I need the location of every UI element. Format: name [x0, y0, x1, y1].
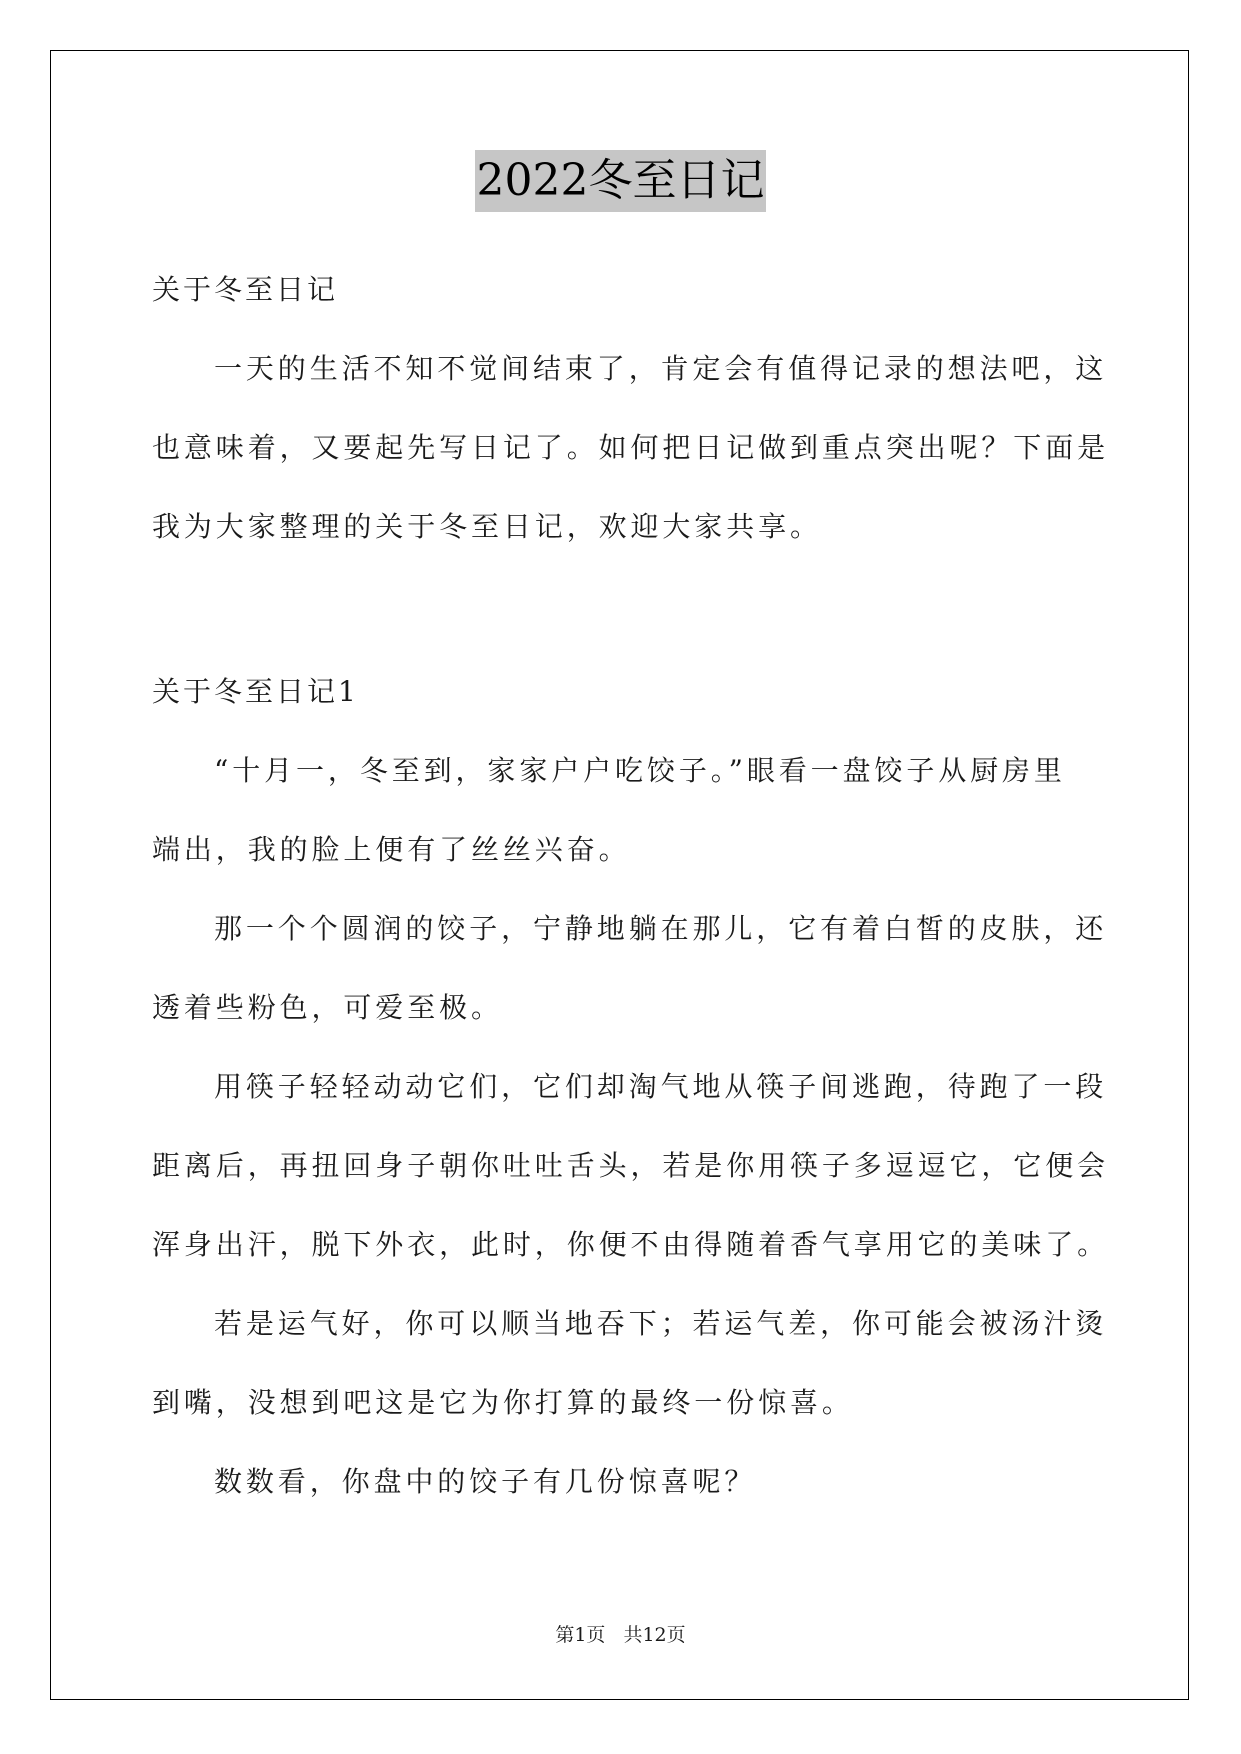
intro-paragraph-line: 一天的生活不知不觉间结束了，肯定会有值得记录的想法吧，这 — [214, 352, 1108, 385]
document-title-container — [0, 150, 1241, 212]
intro-heading: 关于冬至日记 — [152, 273, 339, 306]
paragraph-line: 数数看，你盘中的饺子有几份惊喜呢？ — [214, 1465, 757, 1498]
intro-paragraph-line: 我为大家整理的关于冬至日记，欢迎大家共享。 — [152, 510, 822, 543]
paragraph-line: 浑身出汗，脱下外衣，此时，你便不由得随着香气享用它的美味了。 — [152, 1228, 1110, 1261]
paragraph-line: 距离后，再扭回身子朝你吐吐舌头，若是你用筷子多逗逗它，它便会 — [152, 1149, 1110, 1182]
page-total: 共12页 — [623, 1624, 686, 1646]
section-heading: 关于冬至日记1 — [152, 675, 359, 708]
intro-paragraph-line: 也意味着，又要起先写日记了。如何把日记做到重点突出呢？下面是 — [152, 431, 1110, 464]
page-footer — [0, 1620, 1241, 1647]
paragraph-line: 端出，我的脸上便有了丝丝兴奋。 — [152, 833, 631, 866]
paragraph-line: 透着些粉色，可爱至极。 — [152, 991, 503, 1024]
document-title: 2022冬至日记 — [475, 150, 767, 212]
paragraph-line: 用筷子轻轻动动它们，它们却淘气地从筷子间逃跑，待跑了一段 — [214, 1070, 1108, 1103]
paragraph-line: 那一个个圆润的饺子，宁静地躺在那儿，它有着白皙的皮肤，还 — [214, 912, 1108, 945]
page-number: 第1页 — [555, 1624, 606, 1646]
paragraph-line: 到嘴，没想到吧这是它为你打算的最终一份惊喜。 — [152, 1386, 854, 1419]
paragraph-line: 若是运气好，你可以顺当地吞下；若运气差，你可能会被汤汁烫 — [214, 1307, 1108, 1340]
paragraph-line: “十月一，冬至到，家家户户吃饺子。”眼看一盘饺子从厨房里 — [214, 754, 1066, 787]
